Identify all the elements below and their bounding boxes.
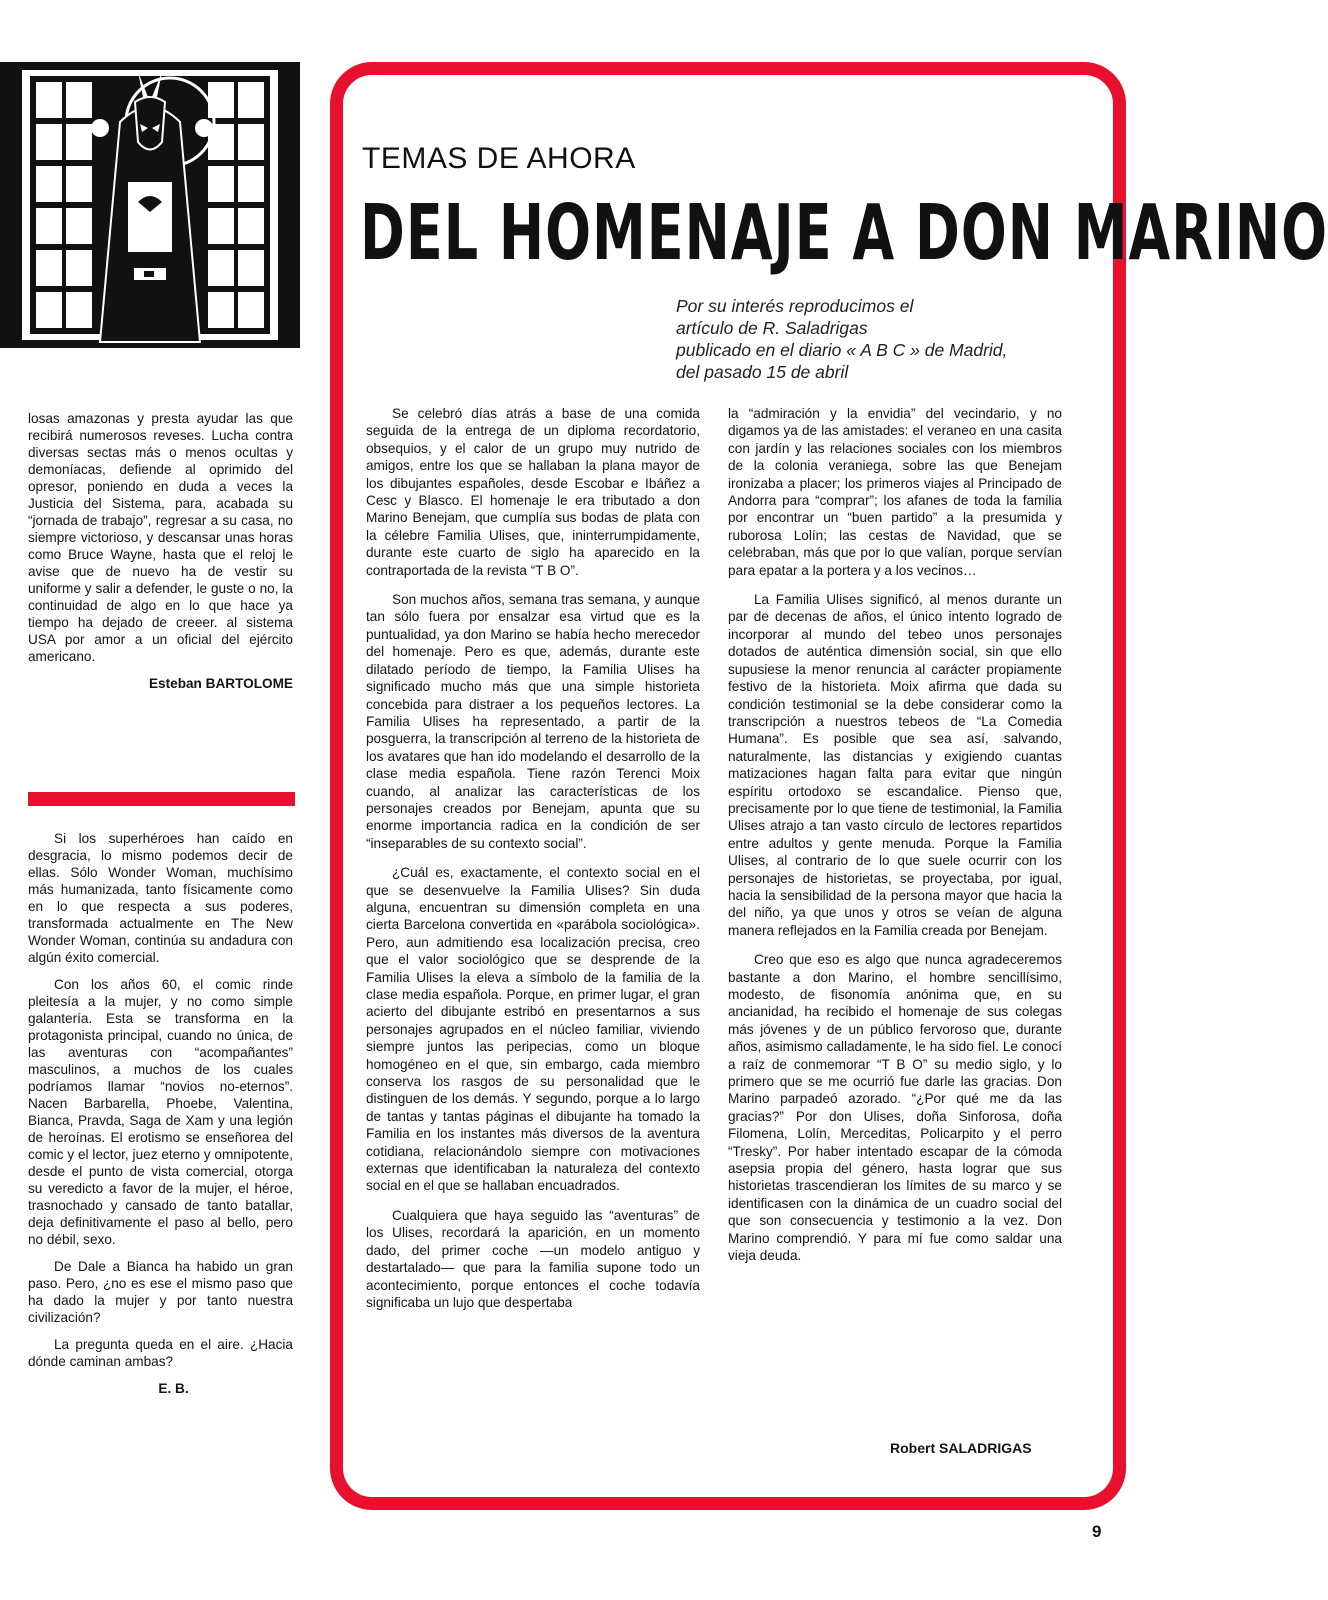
section-kicker: TEMAS DE AHORA xyxy=(362,142,636,175)
batman-illustration xyxy=(0,62,300,348)
left-paragraph: La pregunta queda en el aire. ¿Hacia dónde caminan ambas? xyxy=(28,1337,293,1369)
article-paragraph: Se celebró días atrás a base de una comida seguida de la entrega de un diploma recordatorio, obsequios, y el calor de un grupo muy nutrido de amigos, entre los que se hallaban la plana mayor de los dibujantes españoles, desde Escobar e Ibáñez a Cesc y Blasco. El homenaje le era tributado a don Marino Benejam, que cumplía sus bodas de plata con la célebre Familia Ulises, que, ininterrumpidamente, durante este cuarto de siglo ha aparecido en la contraportada de la revista “T B O”. xyxy=(366,406,700,578)
article-headline: DEL HOMENAJE A DON MARINO xyxy=(360,188,1328,278)
article-paragraph: La Familia Ulises significó, al menos durante un par de decenas de años, el único intento logrado de incorporar al mundo del tebeo unos personajes dotados de auténtica dimensión social, sin que ello supusiese la menor renuncia al carácter propiamente festivo de la historieta. Moix afirma que dada su condición testimonial se la debe considerar como la transcripción a nuestros tebeos de “La Comedia Humana”. Es posible que sea así, salvando, naturalmente, las distancias y exigiendo cuantas matizaciones hagan falta para evitar que ningún espíritu ortodoxo se escandalice. Pienso que, precisamente por lo que tiene de testimonial, la Familia Ulises atrajo a tan vasto círculo de lectores repartidos entre adultos y gente menuda. Porque la Familia Ulises, al contrario de lo que suele ocurrir con los personajes de historietas, se proyectaba, por igual, hacia la sensibilidad de la persona mayor que hacia la del niño, ya que unos y otros se veían de alguna manera reflejados en la Familia creada por Benejam. xyxy=(728,592,1062,938)
signature-eb: E. B. xyxy=(158,1381,189,1396)
intro-line: del pasado 15 de abril xyxy=(676,362,849,382)
left-paragraph: De Dale a Bianca ha habido un gran paso. Pero, ¿no es ese el mismo paso que ha dado la mujer y por tanto nuestra civilización? xyxy=(28,1259,293,1325)
left-paragraph: Con los años 60, el comic rinde pleitesía a la mujer, y no como simple galantería. Esta se transforma en la protagonista principal, cuando no única, de las aventuras con “acompañantes” masculinos, a muchos de los cuales podríamos llamar “novios no-eternos”. Nacen Barbarella, Phoebe, Valentina, Bianca, Pravda, Saga de Xam y una legión de heroínas. El erotismo se enseñorea del comic y el lector, juez eterno y omnipotente, desde el punto de vista comercial, otorga su veredicto a favor de la mujer, el héroe, trasnochado y cansado de tanto batallar, deja definitivamente el paso al bello, pero no débil, sexo. xyxy=(28,977,293,1247)
left-continuation-paragraph: losas amazonas y presta ayudar las que recibirá numerosos reveses. Lucha contra diversas sectas más o menos ocultas y demoníacas, defiende al oprimido del opresor, poniendo en duda a veces la Justicia del Sistema, para, acabada su “jornada de trabajo”, regresar a su casa, no siempre victorioso, y descansar unas horas como Bruce Wayne, hasta que el reloj le avise que de nuevo ha de vestir su uniforme y salir a defender, le guste o no, la continuidad de algo en lo que hace ya tiempo ha dejado de creeer. al sistema USA por amor a un oficial del ejército americano. xyxy=(28,411,293,664)
article-intro xyxy=(676,295,1066,383)
article-paragraph: ¿Cuál es, exactamente, el contexto social en el que se desenvuelve la Familia Ulises? Sin duda alguna, encuentran su dimensión completa en una cierta Barcelona convertida en «parábola sociológica». Pero, aun admitiendo esa localización precisa, creo que el valor sociológico que se desprende de la Familia Ulises la eleva a símbolo de la familia de la clase media española. Porque, en primer lugar, el gran acierto del dibujante estribó en presentarnos a sus personajes agrupados en el núcleo familiar, viviendo siempre juntos las peripecias, como un bloque homogéneo en el que, sin embargo, cada miembro conserva los rasgos de su personalidad que le distinguen de los demás. Y segundo, porque a lo largo de tantas y tantas páginas el dibujante ha tomado la Familia en los instantes más diversos de la aventura cotidiana, relacionándolo siempre con motivaciones externas que identificaban la naturaleza del contexto social en el que se hallaban encuadrados. xyxy=(366,865,700,1194)
article-column-right xyxy=(728,405,1062,1277)
page-number: 9 xyxy=(1092,1522,1102,1541)
red-divider xyxy=(28,792,295,806)
intro-line: publicado en el diario « A B C » de Madrid, xyxy=(676,340,1008,360)
article-byline: Robert SALADRIGAS xyxy=(890,1440,1032,1456)
intro-line: artículo de R. Saladrigas xyxy=(676,318,868,338)
left-column-top xyxy=(28,410,293,702)
signature-bartolome: Esteban BARTOLOME xyxy=(148,676,293,691)
left-paragraph: Si los superhéroes han caído en desgracia, lo mismo podemos decir de ellas. Sólo Wonder Woman, muchísimo más humanizada, tanto físicamente como en lo que respecta a sus poderes, transformada actualmente en The New Wonder Woman, continúa su andadura con algún éxito comercial. xyxy=(28,831,293,965)
article-paragraph: Cualquiera que haya seguido las “aventuras” de los Ulises, recordará la aparición, en un momento dado, del primer coche —un modelo antiguo y destartalado— que para la familia supone todo un acontecimiento, porque entonces el coche todavía significaba un lujo que despertaba xyxy=(366,1207,700,1310)
article-paragraph: Son muchos años, semana tras semana, y aunque tan sólo fuera por ensalzar esa virtud que es la puntualidad, ya don Marino se había hecho merecedor del homenaje. Pero es que, además, durante este dilatado período de tiempo, la Familia Ulises ha significado mucho más que una simple historieta concebida para distraer a los pequeños lectores. La Familia Ulises ha representado, a partir de la posguerra, la transcripción al terreno de la historieta de los avatares que han ido modelando el desarrollo de la clase media española. Tiene razón Terenci Moix cuando, al analizar las características de los personajes creados por Benejam, apunta que su enorme importancia radica en la condición de ser “inseparables de su contexto social”. xyxy=(366,592,700,851)
article-paragraph: Creo que eso es algo que nunca agradeceremos bastante a don Marino, el hombre sencillísimo, modesto, de fisonomía anónima que, en su ancianidad, ha recibido el homenaje de sus colegas más jóvenes y de un público fervoroso que, durante años, asimismo calladamente, le ha sido fiel. Le conocí a raíz de conmemorar “T B O” su medio siglo, y lo primero que se me ocurrió fue darle las gracias. Don Marino parpadeó azorado. “¿Por qué me da las gracias?” Por don Ulises, doña Sinforosa, doña Filomena, Lolín, Merceditas, Policarpito y el perro “Tresky”. Por haber intentado escapar de la cómoda asepsia propia del género, hasta lograr que sus historietas trascendieran los límites de su marco y se identificasen con la dinámica de un cuadro social del que son consecuencia y testimonio a la vez. Don Marino comprendió. Y para mí fue como saldar una vieja deuda. xyxy=(728,952,1062,1264)
article-column-middle xyxy=(366,405,700,1323)
article-paragraph: la “admiración y la envidia” del vecindario, y no digamos ya de las amistades: el veraneo en una casita con jardín y las relaciones sociales con los miembros de la colonia veraniega, sobre las que Benejam ironizaba a placer; los primeros viajes al Principado de Andorra para “comprar”; los afanes de toda la familia por encontrar un “buen partido” a la presumida y ruborosa Lolín; las cestas de Navidad, que se celebraban, más que por lo que valían, porque servían para epatar a la portera y a los vecinos… xyxy=(728,406,1062,578)
left-column-bottom xyxy=(28,830,293,1407)
intro-line: Por su interés reproducimos el xyxy=(676,296,914,316)
